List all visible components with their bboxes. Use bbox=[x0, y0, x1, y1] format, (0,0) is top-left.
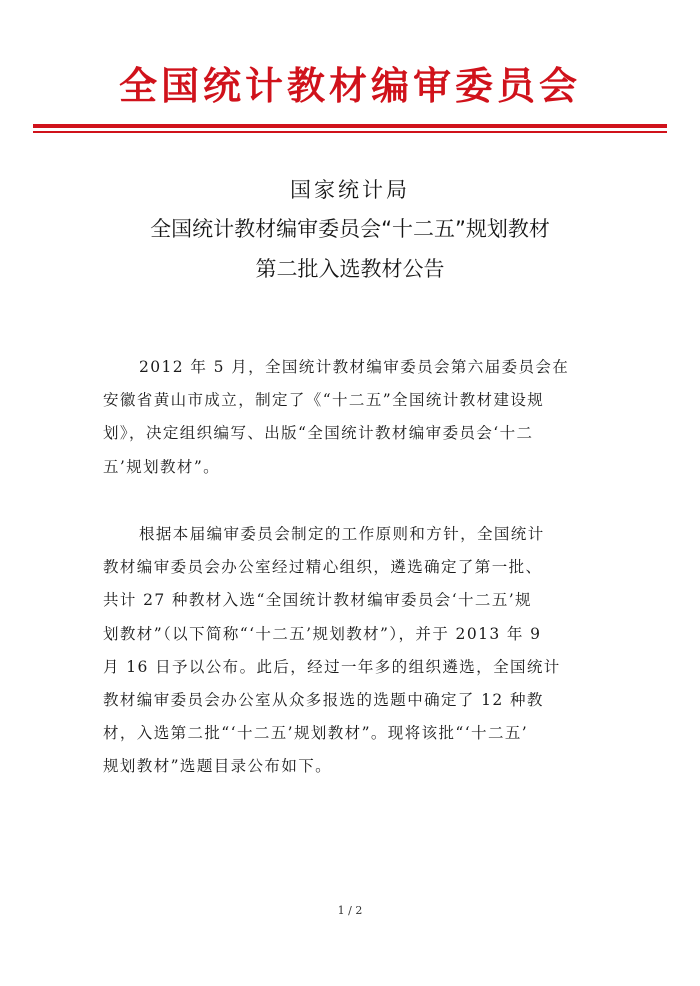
body-paragraph-2 bbox=[103, 518, 600, 784]
letterhead-rule-thin bbox=[33, 131, 667, 133]
paragraph-line: 共计 27 种教材入选“全国统计教材编审委员会‘十二五’规 bbox=[103, 591, 532, 610]
paragraph-line: 月 16 日予以公布。此后，经过一年多的组织遴选，全国统计 bbox=[103, 657, 561, 676]
paragraph-line: 安徽省黄山市成立，制定了《“十二五”全国统计教材建设规 bbox=[103, 391, 545, 410]
paragraph-line: 划教材”（以下简称“‘十二五’规划教材”），并于 2013 年 9 bbox=[103, 624, 542, 643]
notice-subtitle: 第二批入选教材公告 bbox=[255, 257, 445, 281]
paragraph-line: 根据本届编审委员会制定的工作原则和方针，全国统计 bbox=[139, 525, 545, 543]
notice-issuer: 国家统计局 bbox=[290, 178, 410, 202]
paragraph-line: 规划教材”选题目录公布如下。 bbox=[103, 757, 333, 776]
paragraph-line: 材，入选第二批“‘十二五’规划教材”。现将该批“‘十二五’ bbox=[103, 724, 529, 743]
paragraph-line: 教材编审委员会办公室经过精心组织，遴选确定了第一批、 bbox=[103, 558, 543, 577]
page-number: 1 / 2 bbox=[337, 904, 363, 917]
body-paragraph-1 bbox=[103, 351, 600, 484]
paragraph-line: 五’规划教材”。 bbox=[103, 457, 221, 476]
paragraph-line: 教材编审委员会办公室从众多报选的选题中确定了 12 种教 bbox=[103, 691, 544, 710]
letterhead-title: 全国统计教材编审委员会 bbox=[118, 63, 581, 108]
paragraph-line: 划》，决定组织编写、出版“全国统计教材编审委员会‘十二 bbox=[103, 424, 534, 443]
letterhead-rule-thick bbox=[33, 124, 667, 128]
paragraph-line: 2012 年 5 月，全国统计教材编审委员会第六届委员会在 bbox=[139, 358, 570, 376]
notice-title: 全国统计教材编审委员会“十二五”规划教材 bbox=[150, 217, 550, 241]
